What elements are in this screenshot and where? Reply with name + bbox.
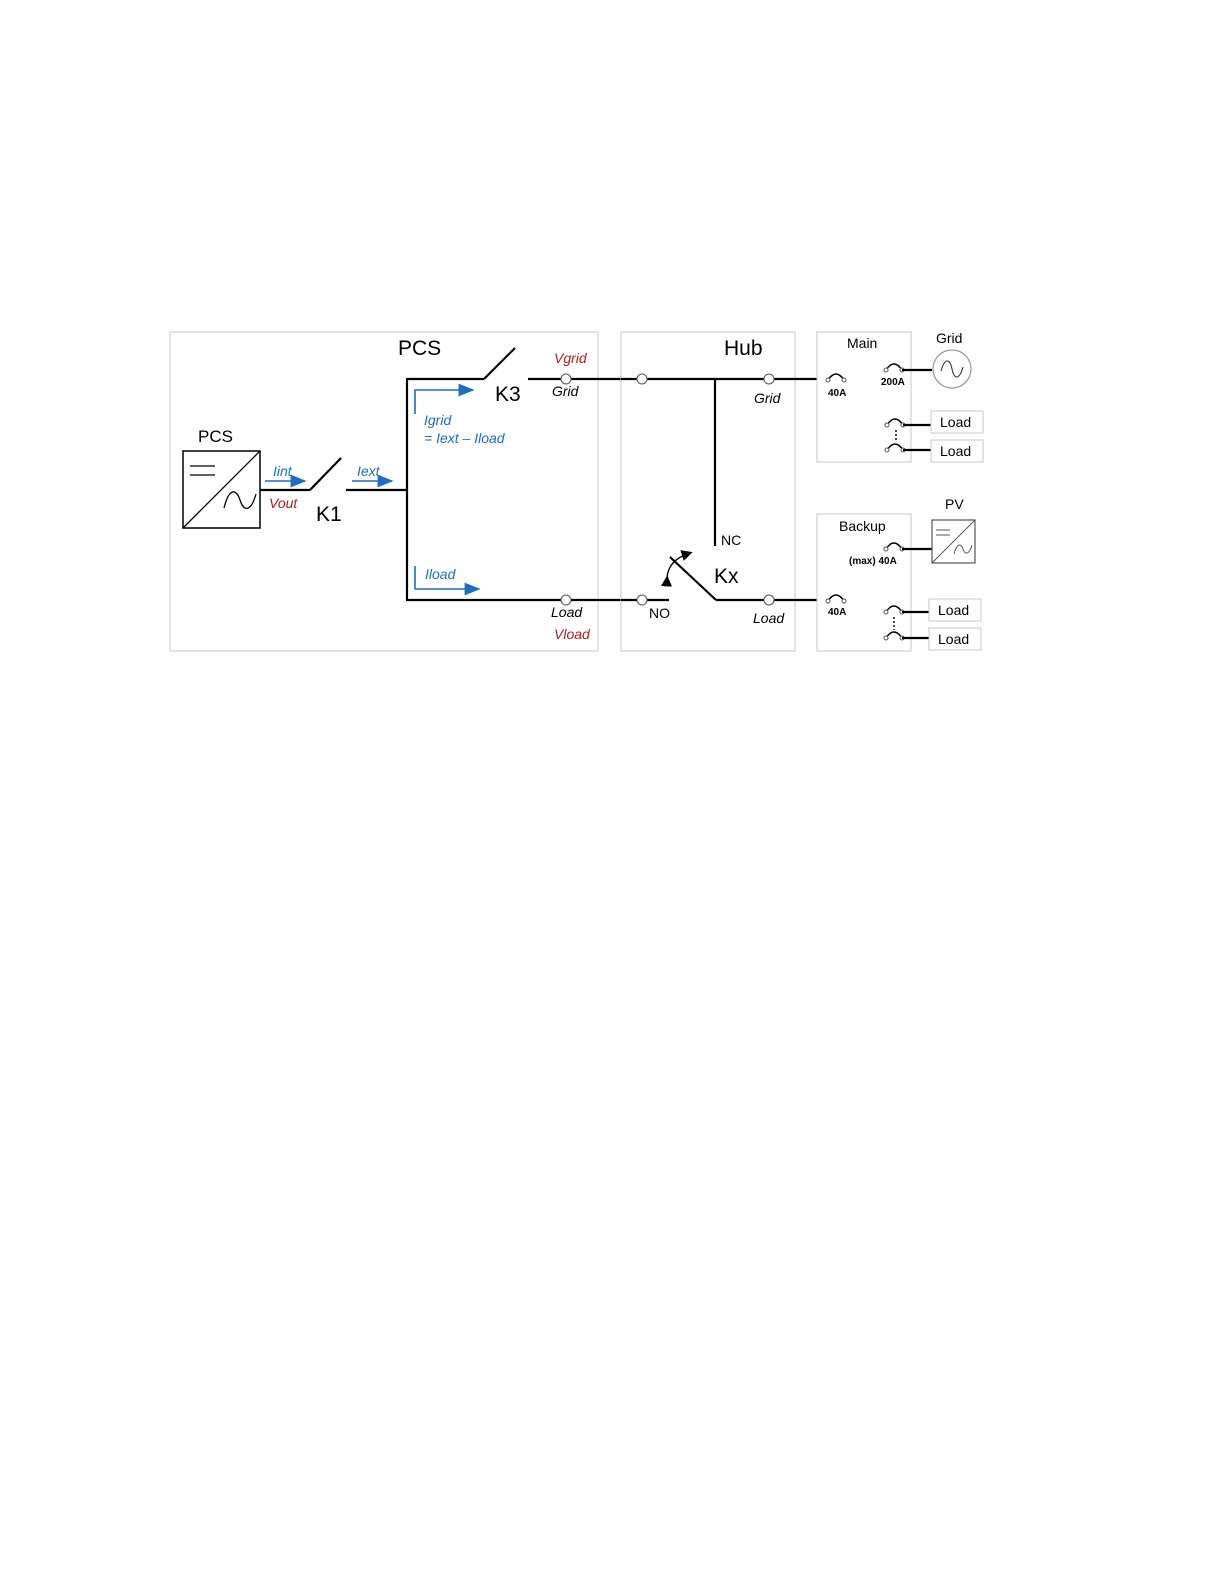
igrid-label: Igrid (424, 412, 452, 428)
hub-grid-out-terminal (764, 374, 774, 384)
hub-load-terminal-label: Load (753, 610, 785, 626)
pcs-load-terminal-label: Load (551, 604, 583, 620)
pv-source-label: PV (945, 496, 964, 512)
pcs-panel-title: PCS (398, 337, 442, 360)
main-load-2-label: Load (940, 443, 972, 459)
hub-load-in-terminal (637, 595, 647, 605)
hub-grid-terminal-label: Grid (754, 390, 781, 406)
pcs-grid-terminal-label: Grid (552, 383, 579, 399)
converter-label: PCS (198, 427, 233, 446)
backup-panel-title: Backup (839, 518, 886, 534)
grid-source (933, 330, 971, 388)
backup-load-1-label: Load (938, 602, 970, 618)
pcs-panel (170, 332, 621, 651)
iload-label: Iload (425, 566, 456, 582)
ac-source-icon (933, 350, 971, 388)
nc-label: NC (721, 532, 742, 548)
vgrid-label: Vgrid (554, 350, 587, 366)
hub-load-out-terminal (764, 595, 774, 605)
k3-label: K3 (495, 383, 521, 406)
no-label: NO (649, 605, 670, 621)
hub-panel-title: Hub (724, 337, 763, 360)
backup-load-2-label: Load (938, 631, 970, 647)
pv-inverter-icon (932, 520, 975, 563)
main-breaker-40a: 40A (828, 388, 847, 399)
k1-label: K1 (316, 503, 342, 526)
iint-label: Iint (273, 463, 292, 479)
inverter-icon (183, 451, 260, 528)
vload-label: Vload (554, 626, 590, 642)
pv-source (932, 496, 975, 563)
iext-label: Iext (357, 463, 380, 479)
main-breaker-200a: 200A (881, 377, 905, 388)
grid-source-label: Grid (936, 330, 963, 346)
igrid-equation: = Iext – Iload (424, 430, 505, 446)
backup-breaker-40a: 40A (828, 607, 847, 618)
hub-panel (621, 332, 827, 651)
hub-grid-in-terminal (637, 374, 647, 384)
kx-label: Kx (714, 565, 739, 588)
backup-breaker-pv: (max) 40A (849, 556, 897, 567)
main-panel-title: Main (847, 335, 878, 351)
vout-label: Vout (269, 495, 298, 511)
backup-panel-border (817, 514, 911, 651)
main-load-1-label: Load (940, 414, 972, 430)
